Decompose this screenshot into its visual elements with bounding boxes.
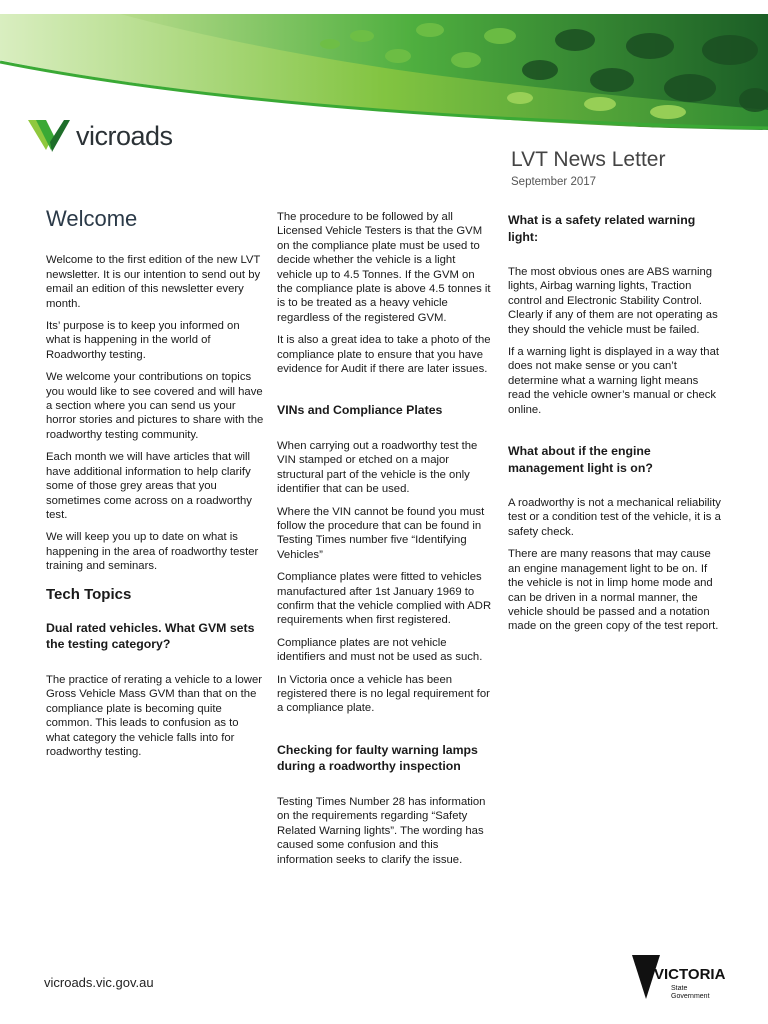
footer-website-link[interactable]: vicroads.vic.gov.au (44, 975, 154, 990)
logo-wordmark: vicroads (76, 120, 173, 151)
paragraph: We welcome your contributions on topics you would like to see covered and will have a section where you can send us your horror stories and pictures to share with the roadworthy testing community. (46, 371, 264, 441)
paragraph: When carrying out a roadworthy test the VIN stamped or etched on a major structural part of the vehicle is the only identifier that can be used. (277, 439, 478, 496)
paragraph: Testing Times Number 28 has information on the requirements regarding “Safety Related Warning lights”. The wording has caused some confusion and this information seeks to clarify the issue. (277, 795, 486, 866)
article-heading-engine-light: What about if the engine management light is on? (508, 444, 653, 475)
paragraph: The practice of rerating a vehicle to a lower Gross Vehicle Mass GVM than that on the compliance plate is becoming quite common. This leads to confusion as to what category the vehicle falls into for roadworthy testing. (46, 673, 263, 758)
article-heading-warning-lamps: Checking for faulty warning lamps during a roadworthy inspection (277, 742, 478, 774)
paragraph: Where the VIN cannot be found you must follow the procedure that can be found in Testing Times number five “Identifying Vehicles” (277, 505, 485, 561)
vicroads-chevron-icon (26, 116, 72, 156)
article-heading-dual-rated: Dual rated vehicles. What GVM sets the testing category? (46, 620, 255, 652)
paragraph: If a warning light is displayed in a way that does not make sense or you can’t determine what a warning light means read the vehicle owner’s manual or check online. (508, 346, 719, 416)
victoria-state-government-logo (630, 953, 730, 1003)
paragraph: Welcome to the first edition of the new LVT newsletter. It is our intention to send out by email an edition of this newsletter every month. (46, 254, 261, 310)
government-label: Government (671, 993, 710, 1000)
paragraph: Each month we will have articles that will have additional information to help clarify some of those grey areas that you sometimes come across on a roadworthy test. (46, 451, 252, 521)
paragraph: Compliance plates are not vehicle identifiers and must not be used as such. (277, 636, 483, 664)
paragraph: The procedure to be followed by all Licensed Vehicle Testers is that the GVM on the compliance plate must be used to decide whether the vehicle is a light vehicle up to 4.5 Tonnes. If the GVM on the compliance plate is above 4.5 tonnes it is to be treated as a heavy vehicle regardless of the registered GVM. (277, 211, 491, 324)
newsletter-date: September 2017 (511, 176, 597, 188)
welcome-heading: Welcome (46, 206, 138, 231)
article-heading-vins: VINs and Compliance Plates (277, 403, 443, 418)
victoria-wordmark: VICTORIA (654, 966, 726, 983)
column-1 (46, 206, 264, 767)
paragraph: Its’ purpose is to keep you informed on what is happening in the world of Roadworthy testing. (46, 320, 240, 361)
column-2 (277, 210, 492, 875)
paragraph: A roadworthy is not a mechanical reliability test or a condition test of the vehicle, it is a safety check. (508, 497, 721, 538)
paragraph: We will keep you up to date on what is happening in the area of roadworthy tester training and seminars. (46, 531, 259, 573)
vicroads-logo (26, 116, 173, 156)
paragraph: It is also a great idea to take a photo of the compliance plate to ensure that you have evidence for Audit if there are later issues. (277, 334, 491, 376)
paragraph: In Victoria once a vehicle has been registered there is no legal requirement for a compliance plate. (277, 673, 490, 715)
paragraph: Compliance plates were fitted to vehicles manufactured after 1st January 1969 to confirm that the vehicle complied with ADR requirements when first registered. (277, 571, 492, 627)
newsletter-title: LVT News Letter (511, 148, 666, 171)
section-heading-tech-topics: Tech Topics (46, 585, 132, 603)
paragraph: There are many reasons that may cause an engine management light to be on. If the vehicle is not in limp home mode and can be driven in a normal manner, the vehicle should be passed and a notation made on the green copy of the test report. (508, 548, 719, 633)
article-heading-safety-light: What is a safety related warning light: (508, 213, 696, 244)
state-label: State (671, 985, 688, 992)
column-3 (508, 210, 723, 642)
paragraph: The most obvious ones are ABS warning lights, Airbag warning lights, Traction control and Electronic Stability Control. Clearly if any of them are not operating as they should the vehicle must be failed. (508, 266, 718, 336)
